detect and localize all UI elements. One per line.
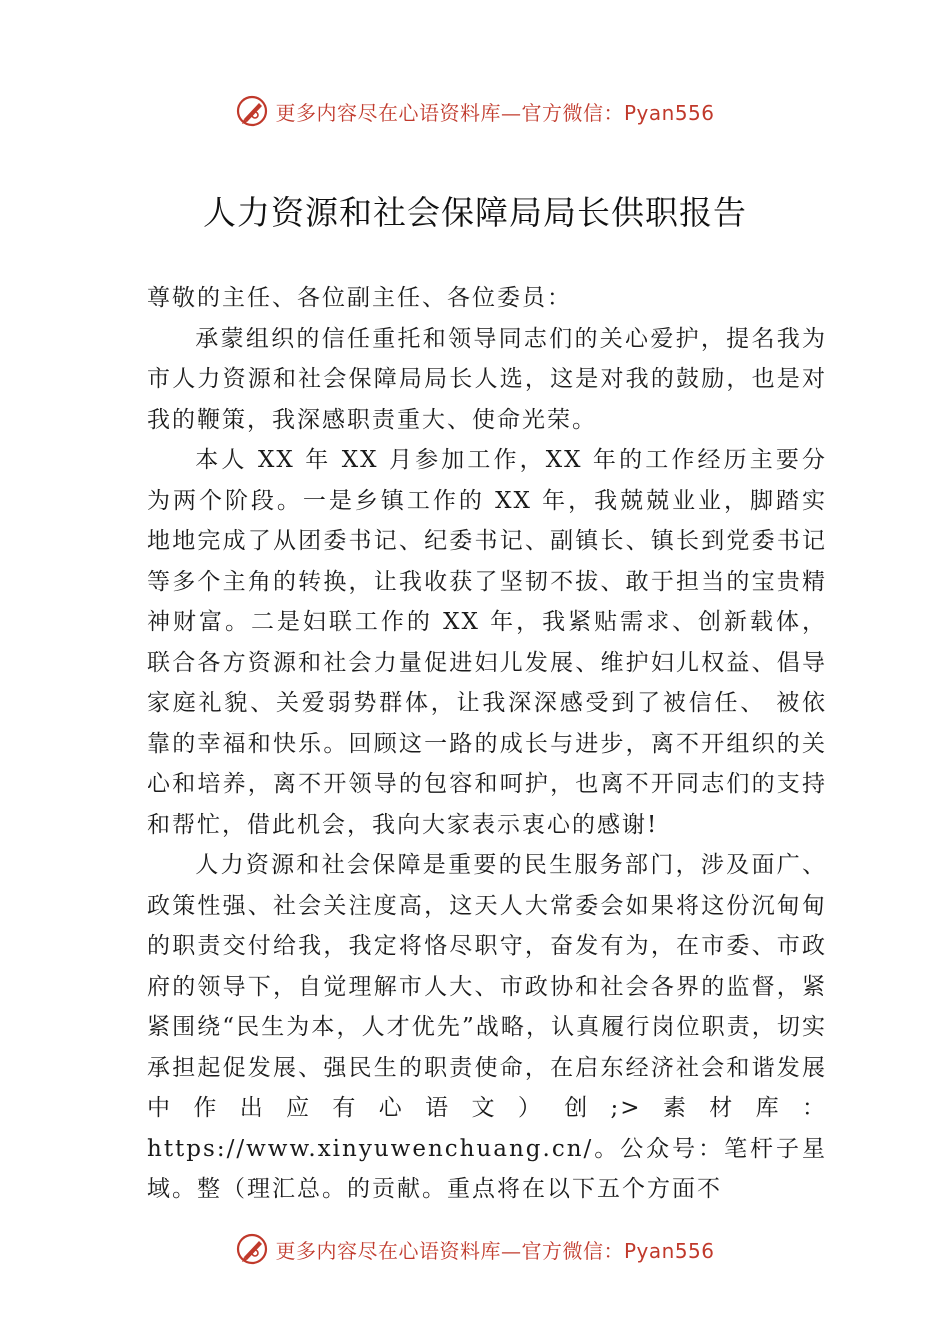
- watermark-text: 更多内容尽在心语资料库—官方微信：Pyan556: [275, 1238, 715, 1263]
- brand-logo-icon: [235, 94, 269, 128]
- paragraph-2: 本人 XX 年 XX 月参加工作，XX 年的工作经历主要分为两个阶段。一是乡镇工作的 XX 年，我兢兢业业，脚踏实地地完成了从团委书记、纪委书记、副镇长、镇长到党委书记等多个主角的转换，让我收获了坚韧不拔、敢于担当的宝贵精神财富。二是妇联工作的 XX 年，我紧贴需求、创新载体，联合各方资源和社会力量促进妇儿发展、维护妇儿权益、倡导家庭礼貌、关爱弱势群体，让我深深感受到了被信任、 被依靠的幸福和快乐。回顾这一路的成长与进步，离不开组织的关心和培养，离不开领导的包容和呵护，也离不开同志们的支持和帮忙，借此机会，我向大家表示衷心的感谢!: [147, 447, 827, 838]
- watermark-handle: Pyan556: [623, 100, 715, 125]
- document-body: [147, 278, 827, 1210]
- footer-watermark: [0, 1232, 950, 1266]
- document-title: 人力资源和社会保障局局长供职报告: [203, 193, 747, 232]
- watermark-text: 更多内容尽在心语资料库—官方微信：Pyan556: [275, 100, 715, 125]
- paragraph-3: 人力资源和社会保障是重要的民生服务部门，涉及面广、政策性强、社会关注度高，这天人大常委会如果将这份沉甸甸的职责交付给我，我定将恪尽职守，奋发有为，在市委、市政府的领导下，自觉理解市人大、市政协和社会各界的监督，紧紧围绕“民生为本，人才优先”战略，认真履行岗位职责，切实承担起促发展、强民生的职责使命，在启东经济社会和谐发展中作出应有心语文）创;>素材库：https://www.xinyuwenchuang.cn/。公众号：笔杆子星域。整（理汇总。的贡献。重点将在以下五个方面不: [147, 852, 827, 1202]
- brand-logo-icon: [235, 1232, 269, 1266]
- watermark-handle: Pyan556: [623, 1238, 715, 1263]
- paragraph-1: 承蒙组织的信任重托和领导同志们的关心爱护，提名我为市人力资源和社会保障局局长人选，这是对我的鼓励，也是对我的鞭策，我深感职责重大、使命光荣。: [147, 325, 827, 433]
- salutation: 尊敬的主任、各位副主任、各位委员：: [147, 285, 572, 311]
- header-watermark: [0, 94, 950, 128]
